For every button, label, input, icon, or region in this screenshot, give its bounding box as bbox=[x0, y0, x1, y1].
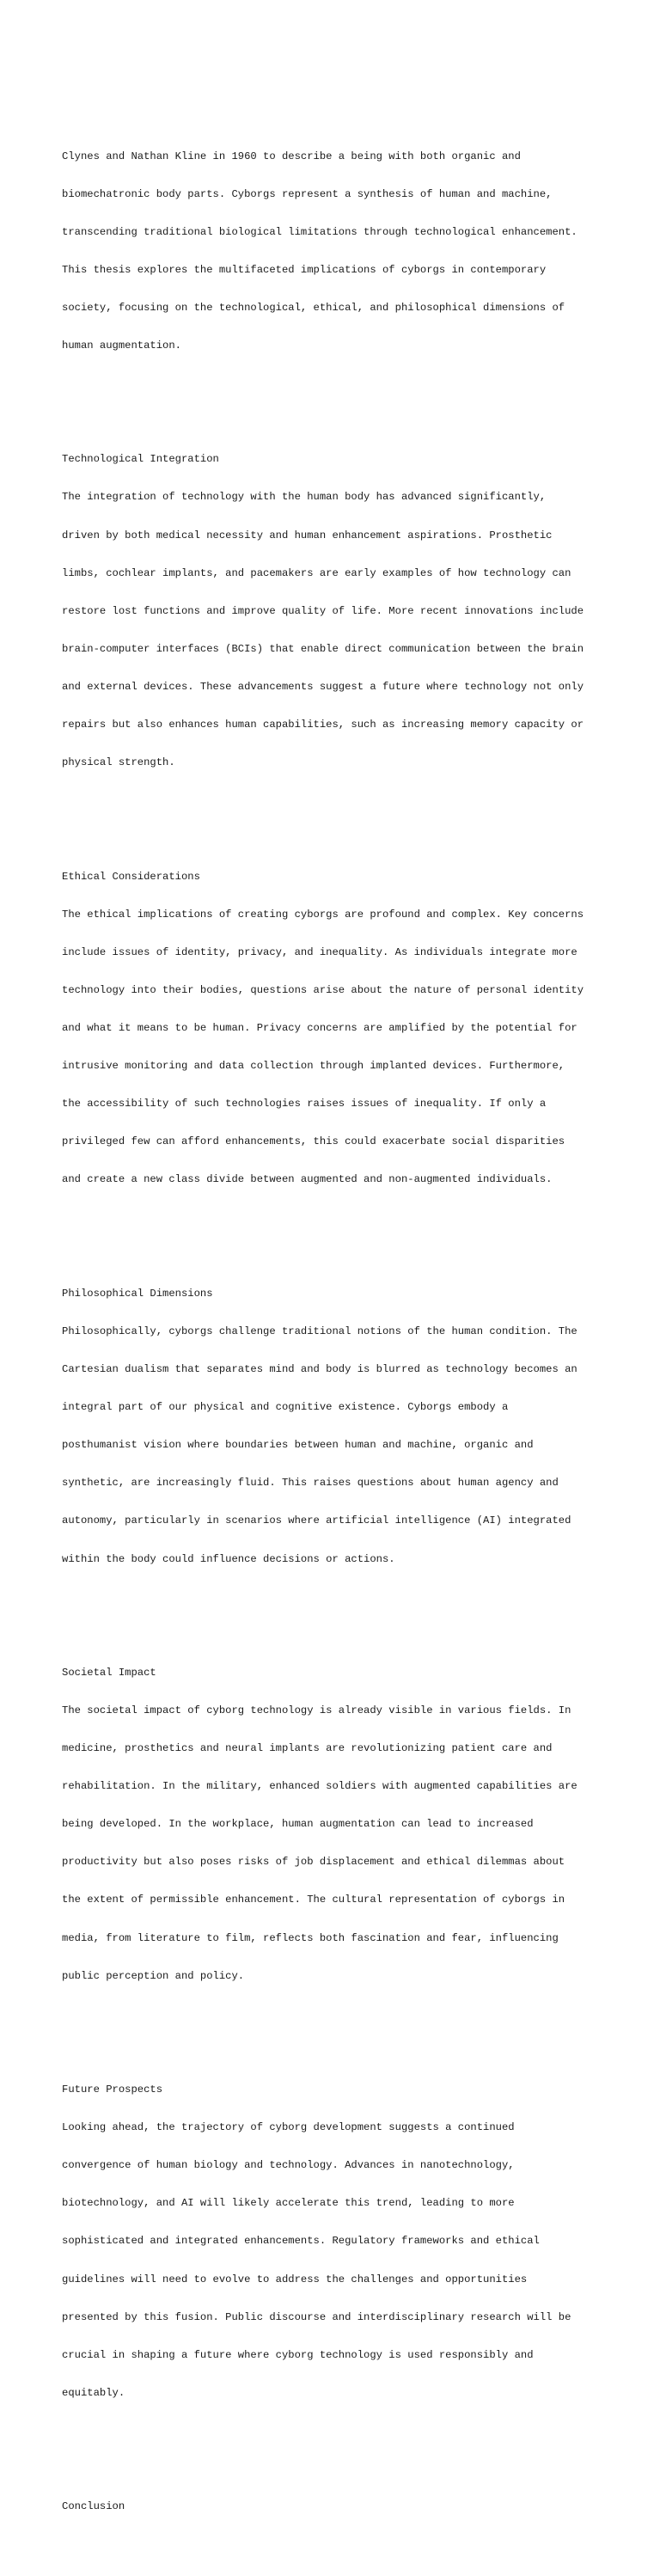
section-line: The societal impact of cyborg technology is already visible in various fields. In bbox=[62, 1704, 571, 1716]
section-line: The integration of technology with the human body has advanced significantly, bbox=[62, 491, 547, 504]
section-technological-integration bbox=[62, 428, 612, 794]
section-heading: Conclusion bbox=[62, 2500, 125, 2513]
intro-line: transcending traditional biological limitations through technological enhancement. bbox=[62, 225, 578, 238]
section-future-prospects bbox=[62, 2059, 612, 2425]
section-line: posthumanist vision where boundaries between human and machine, organic and bbox=[62, 1439, 534, 1452]
section-line: include issues of identity, privacy, and inequality. As individuals integrate more bbox=[62, 945, 578, 958]
section-philosophical-dimensions bbox=[62, 1262, 612, 1590]
section-line: and create a new class divide between augmented and non-augmented individuals. bbox=[62, 1173, 553, 1186]
section-line: being developed. In the workplace, human augmentation can lead to increased bbox=[62, 1818, 534, 1831]
section-line: Cartesian dualism that separates mind and body is blurred as technology becomes an bbox=[62, 1362, 578, 1375]
section-line: the extent of permissible enhancement. The cultural representation of cyborgs in bbox=[62, 1894, 565, 1906]
section-heading: Societal Impact bbox=[62, 1666, 156, 1679]
section-heading: Ethical Considerations bbox=[62, 870, 200, 883]
section-line: medicine, prosthetics and neural implants are revolutionizing patient care and bbox=[62, 1742, 553, 1755]
section-line: technology into their bodies, questions arise about the nature of personal identity bbox=[62, 983, 584, 996]
section-line: brain-computer interfaces (BCIs) that enable direct communication between the brain bbox=[62, 642, 584, 655]
section-line: synthetic, are increasingly fluid. This raises questions about human agency and bbox=[62, 1477, 559, 1490]
section-line: Looking ahead, the trajectory of cyborg development suggests a continued bbox=[62, 2121, 515, 2134]
intro-line: Clynes and Nathan Kline in 1960 to describe a being with both organic and bbox=[62, 150, 521, 162]
section-line: limbs, cochlear implants, and pacemakers are early examples of how technology can bbox=[62, 566, 571, 579]
section-line: media, from literature to film, reflects both fascination and fear, influencing bbox=[62, 1931, 559, 1944]
section-line: rehabilitation. In the military, enhanced soldiers with augmented capabilities are bbox=[62, 1780, 578, 1793]
section-line: public perception and policy. bbox=[62, 1969, 245, 1982]
section-line: Philosophically, cyborgs challenge traditional notions of the human condition. The bbox=[62, 1325, 578, 1337]
section-line: The ethical implications of creating cyborgs are profound and complex. Key concerns bbox=[62, 908, 584, 921]
section-line: driven by both medical necessity and human enhancement aspirations. Prosthetic bbox=[62, 529, 553, 542]
intro-line: biomechatronic body parts. Cyborgs represent a synthesis of human and machine, bbox=[62, 187, 553, 200]
section-line: convergence of human biology and technology. Advances in nanotechnology, bbox=[62, 2159, 515, 2172]
document-page bbox=[62, 87, 612, 2576]
section-heading: Future Prospects bbox=[62, 2083, 163, 2096]
section-line: repairs but also enhances human capabilities, such as increasing memory capacity or bbox=[62, 719, 584, 731]
section-line: privileged few can afford enhancements, this could exacerbate social disparities bbox=[62, 1135, 565, 1148]
section-line: guidelines will need to evolve to address the challenges and opportunities bbox=[62, 2273, 528, 2285]
intro-line: This thesis explores the multifaceted implications of cyborgs in contemporary bbox=[62, 263, 547, 276]
section-line: the accessibility of such technologies raises issues of inequality. If only a bbox=[62, 1098, 547, 1111]
section-line: sophisticated and integrated enhancements. Regulatory frameworks and ethical bbox=[62, 2235, 540, 2248]
intro-line: human augmentation. bbox=[62, 340, 181, 352]
section-line: crucial in shaping a future where cyborg technology is used responsibly and bbox=[62, 2348, 534, 2361]
section-line: equitably. bbox=[62, 2386, 125, 2399]
intro-paragraph bbox=[62, 125, 612, 377]
section-line: intrusive monitoring and data collection through implanted devices. Furthermore, bbox=[62, 1060, 565, 1073]
section-line: presented by this fusion. Public discourse and interdisciplinary research will be bbox=[62, 2310, 571, 2323]
section-line: biotechnology, and AI will likely accelerate this trend, leading to more bbox=[62, 2197, 515, 2210]
section-conclusion bbox=[62, 2475, 612, 2539]
section-line: and what it means to be human. Privacy concerns are amplified by the potential for bbox=[62, 1022, 578, 1034]
section-line: restore lost functions and improve quality of life. More recent innovations include bbox=[62, 604, 584, 617]
section-line: integral part of our physical and cognitive existence. Cyborgs embody a bbox=[62, 1401, 509, 1414]
section-societal-impact bbox=[62, 1641, 612, 2007]
section-heading: Philosophical Dimensions bbox=[62, 1287, 213, 1300]
section-line: within the body could influence decisions or actions. bbox=[62, 1552, 395, 1565]
section-line: autonomy, particularly in scenarios where artificial intelligence (AI) integrated bbox=[62, 1514, 571, 1527]
section-line: physical strength. bbox=[62, 756, 175, 769]
intro-line: society, focusing on the technological, ethical, and philosophical dimensions of bbox=[62, 301, 565, 314]
section-ethical-considerations bbox=[62, 845, 612, 1211]
section-heading: Technological Integration bbox=[62, 453, 219, 466]
section-line: and external devices. These advancements suggest a future where technology not only bbox=[62, 681, 584, 694]
section-line: productivity but also poses risks of job displacement and ethical dilemmas about bbox=[62, 1856, 565, 1869]
